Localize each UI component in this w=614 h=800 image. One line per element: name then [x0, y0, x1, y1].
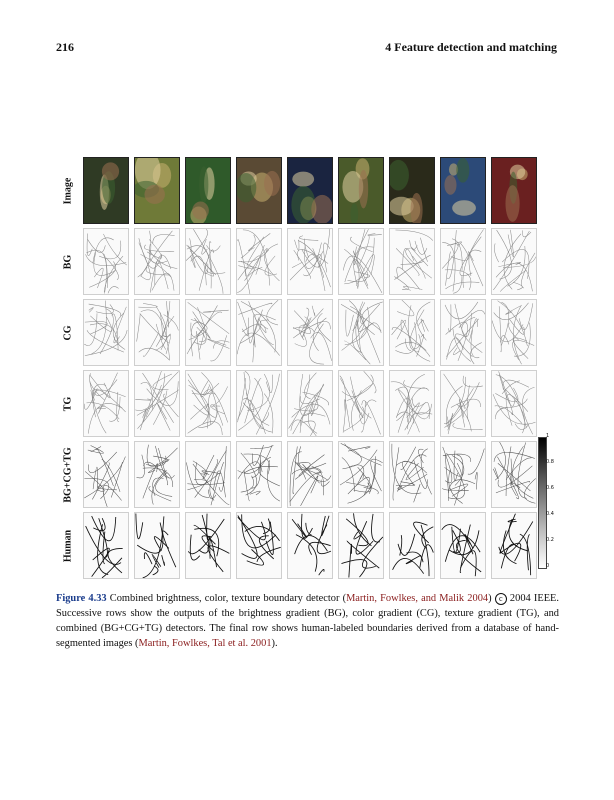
boundary-detector-figure: [58, 157, 558, 577]
image-thumbnail: [83, 157, 129, 224]
image-thumbnail: [236, 157, 282, 224]
combined-thumbnail: [83, 441, 129, 508]
human-thumbnail: [134, 512, 180, 579]
cg-thumbnail: [236, 299, 282, 366]
combined-thumbnail: [134, 441, 180, 508]
cg-thumbnail: [83, 299, 129, 366]
tg-thumbnail: [440, 370, 486, 437]
tg-thumbnail: [236, 370, 282, 437]
combined-thumbnail: [287, 441, 333, 508]
human-thumbnail: [236, 512, 282, 579]
bg-thumbnail: [185, 228, 231, 295]
caption-text: ).: [271, 638, 278, 649]
image-thumbnail: [338, 157, 384, 224]
human-thumbnail: [491, 512, 537, 579]
row-label-tg: TG: [62, 396, 74, 411]
bg-thumbnail: [491, 228, 537, 295]
colorbar-tick: 0.6: [546, 485, 554, 491]
colorbar-tick: 0.2: [546, 537, 554, 543]
colorbar-tick: 0.8: [546, 459, 554, 465]
image-thumbnail: [185, 157, 231, 224]
human-thumbnail: [83, 512, 129, 579]
human-thumbnail: [338, 512, 384, 579]
running-header: [56, 40, 557, 56]
colorbar-tick: 0: [546, 563, 550, 569]
row-label-image: Image: [62, 177, 74, 204]
row-label-human: Human: [62, 529, 74, 562]
row-label-combined: BG+CG+TG: [62, 446, 74, 503]
cg-thumbnail: [134, 299, 180, 366]
combined-thumbnail: [491, 441, 537, 508]
image-thumbnail: [134, 157, 180, 224]
colorbar-tick: 0.4: [546, 511, 554, 517]
combined-thumbnail: [236, 441, 282, 508]
cg-thumbnail: [389, 299, 435, 366]
combined-thumbnail: [185, 441, 231, 508]
tg-thumbnail: [287, 370, 333, 437]
tg-thumbnail: [338, 370, 384, 437]
tg-thumbnail: [491, 370, 537, 437]
cg-thumbnail: [338, 299, 384, 366]
cg-thumbnail: [287, 299, 333, 366]
combined-thumbnail: [440, 441, 486, 508]
bg-thumbnail: [287, 228, 333, 295]
chapter-title: 4 Feature detection and matching: [385, 40, 557, 54]
bg-thumbnail: [440, 228, 486, 295]
figure-label: Figure 4.33: [56, 593, 107, 604]
row-label-bg: BG: [62, 254, 74, 269]
combined-thumbnail: [389, 441, 435, 508]
caption-text: ): [488, 593, 495, 604]
human-thumbnail: [389, 512, 435, 579]
citation-link[interactable]: Martin, Fowlkes, Tal et al. 2001: [138, 638, 272, 649]
bg-thumbnail: [83, 228, 129, 295]
cg-thumbnail: [185, 299, 231, 366]
figure-caption: [56, 591, 559, 651]
cg-thumbnail: [491, 299, 537, 366]
human-thumbnail: [440, 512, 486, 579]
image-thumbnail: [491, 157, 537, 224]
caption-text: 2004 IEEE. Successive rows show the outputs of the brightness gradient (BG), color gradient (CG), texture gradient (TG), and combined (BG+CG+TG) detectors. The final row shows human-labeled boundaries derived from a database of hand-segmented images (: [56, 593, 559, 649]
image-thumbnail: [440, 157, 486, 224]
bg-thumbnail: [236, 228, 282, 295]
human-thumbnail: [287, 512, 333, 579]
cg-thumbnail: [440, 299, 486, 366]
row-label-cg: CG: [62, 325, 74, 340]
page-number: 216: [56, 40, 74, 54]
tg-thumbnail: [389, 370, 435, 437]
bg-thumbnail: [134, 228, 180, 295]
tg-thumbnail: [185, 370, 231, 437]
human-thumbnail: [185, 512, 231, 579]
citation-link[interactable]: Martin, Fowlkes, and Malik 2004: [346, 593, 489, 604]
copyright-icon: c: [495, 593, 507, 605]
image-thumbnail: [389, 157, 435, 224]
bg-thumbnail: [389, 228, 435, 295]
colorbar-tick: 1: [546, 433, 550, 439]
tg-thumbnail: [83, 370, 129, 437]
caption-text: Combined brightness, color, texture boundary detector (: [106, 593, 347, 604]
combined-thumbnail: [338, 441, 384, 508]
bg-thumbnail: [338, 228, 384, 295]
tg-thumbnail: [134, 370, 180, 437]
image-thumbnail: [287, 157, 333, 224]
